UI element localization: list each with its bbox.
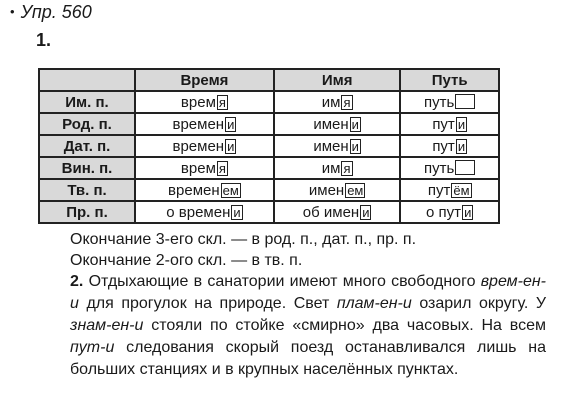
ending-box: и xyxy=(233,204,241,220)
table-cell xyxy=(135,113,274,135)
part-2-number: 2. xyxy=(70,273,84,290)
word-stem: им xyxy=(321,159,341,177)
declension-table xyxy=(38,68,500,224)
column-header: Путь xyxy=(400,69,499,91)
word-stem: им xyxy=(321,93,341,111)
word-stem: пут xyxy=(432,137,455,155)
word-stem: о времен xyxy=(166,203,231,221)
table-cell xyxy=(274,201,401,223)
ending-box: я xyxy=(343,94,351,110)
part-1-number: 1. xyxy=(36,30,52,50)
word-stem: имен xyxy=(308,181,345,199)
table-cell xyxy=(400,179,499,201)
column-header: Имя xyxy=(274,69,401,91)
word-stem: о пут xyxy=(426,203,462,221)
word-stem: путь xyxy=(424,93,455,111)
case-label: Вин. п. xyxy=(39,157,135,179)
word-stem: имен xyxy=(313,115,349,133)
table-row xyxy=(39,91,499,113)
table-cell xyxy=(135,157,274,179)
table-row xyxy=(39,179,499,201)
word-stem: времен xyxy=(168,181,220,199)
word-stem: имен xyxy=(313,137,349,155)
ending-box: ём xyxy=(453,182,470,198)
case-label: Пр. п. xyxy=(39,201,135,223)
ending-box: и xyxy=(351,138,359,154)
ending-box: и xyxy=(227,138,235,154)
bullet-icon: • xyxy=(10,4,15,19)
case-label: Им. п. xyxy=(39,91,135,113)
paragraph-text: Отдыхающие в санатории имеют много свободного xyxy=(83,273,481,290)
table-cell xyxy=(274,179,401,201)
table-header-row xyxy=(39,69,499,91)
table-corner-cell xyxy=(39,69,135,91)
table-row xyxy=(39,201,499,223)
case-label: Дат. п. xyxy=(39,135,135,157)
paragraph-text: для прогулок на природе. Свет xyxy=(78,295,337,312)
ending-note: Окончание 2-ого скл. — в тв. п. xyxy=(70,252,303,269)
table-cell xyxy=(400,157,499,179)
part-2-paragraph xyxy=(70,271,546,381)
word-stem: путь xyxy=(424,159,455,177)
table-row xyxy=(39,113,499,135)
ending-box: ем xyxy=(347,182,364,198)
word-stem: врем xyxy=(180,93,216,111)
zero-ending-box xyxy=(455,94,475,109)
exercise-title: Упр. 560 xyxy=(20,2,92,22)
case-label: Тв. п. xyxy=(39,179,135,201)
word-stem: врем xyxy=(180,159,216,177)
column-header: Время xyxy=(135,69,274,91)
word-stem: времен xyxy=(172,137,225,155)
ending-box: и xyxy=(457,138,466,154)
ending-box: и xyxy=(362,204,370,220)
highlighted-word: плам-ен-и xyxy=(336,295,412,312)
table-cell xyxy=(135,201,274,223)
ending-box: и xyxy=(457,116,466,132)
table-cell xyxy=(274,157,401,179)
highlighted-word: знам-ен-и xyxy=(70,317,144,334)
ending-box: и xyxy=(227,116,235,132)
word-stem: времен xyxy=(172,115,225,133)
ending-box: я xyxy=(218,94,226,110)
paragraph-text: озарил округу. У xyxy=(411,295,547,312)
highlighted-word: пут-и xyxy=(70,339,115,356)
table-cell xyxy=(274,113,401,135)
case-label: Род. п. xyxy=(39,113,135,135)
table-cell xyxy=(135,179,274,201)
ending-box: и xyxy=(464,204,472,220)
paragraph-text: стояли по стойке «смирно» два часовых. На всем xyxy=(143,317,546,334)
table-cell xyxy=(400,201,499,223)
highlighted-word: врем-ен-и xyxy=(70,273,546,312)
table-cell xyxy=(400,113,499,135)
table-cell xyxy=(135,135,274,157)
ending-box: я xyxy=(343,160,351,176)
table-row xyxy=(39,157,499,179)
word-stem: пут xyxy=(427,181,451,199)
table-cell xyxy=(400,91,499,113)
zero-ending-box xyxy=(455,160,475,175)
exercise-header xyxy=(10,2,92,23)
ending-note: Окончание 3-его скл. — в род. п., дат. п., пр. п. xyxy=(70,231,417,248)
table-row xyxy=(39,135,499,157)
ending-box: я xyxy=(218,160,226,176)
table-cell xyxy=(274,91,401,113)
table-cell xyxy=(400,135,499,157)
table-cell xyxy=(135,91,274,113)
ending-box: и xyxy=(351,116,359,132)
word-stem: пут xyxy=(432,115,455,133)
paragraph-text: следования скорый поезд останавливался лишь на больших станциях и в крупных населённых пунктах. xyxy=(70,339,546,378)
table-cell xyxy=(274,135,401,157)
word-stem: об имен xyxy=(302,203,360,221)
ending-box: ем xyxy=(222,182,239,198)
